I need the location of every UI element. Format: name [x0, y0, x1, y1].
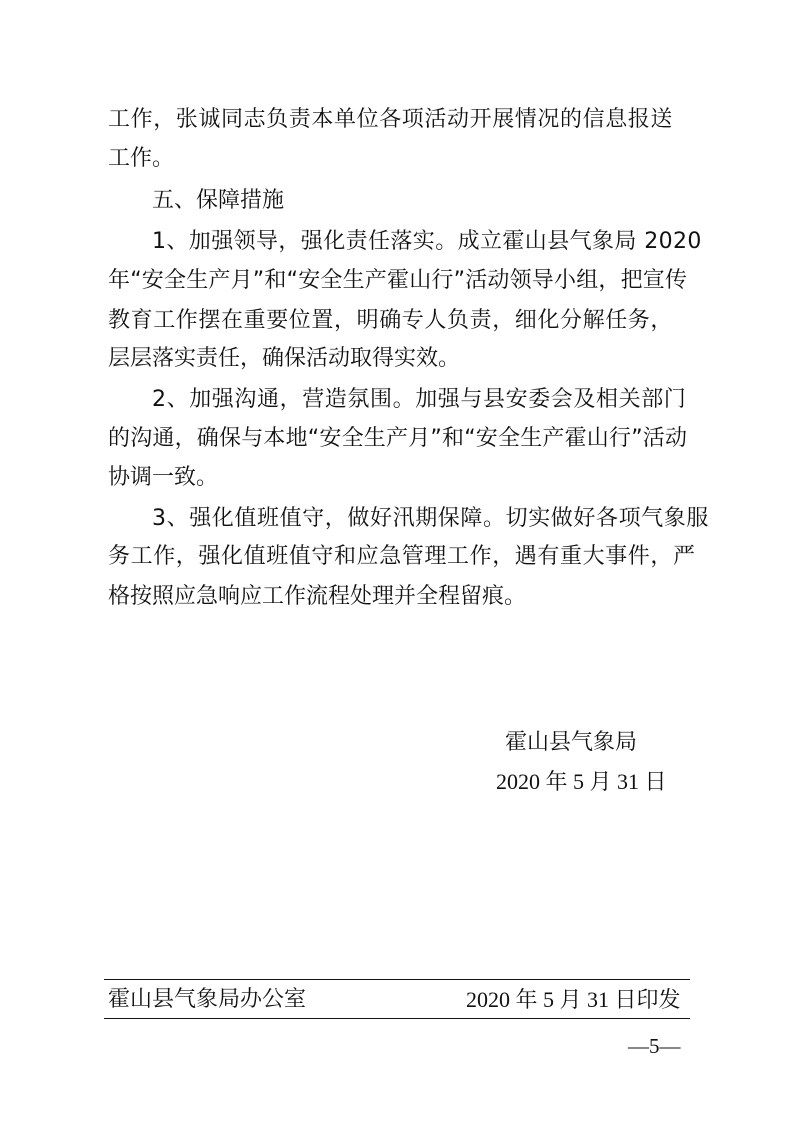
- page-number: —5—: [628, 1034, 681, 1058]
- signature-organization: 霍山县气象局: [505, 730, 638, 755]
- body-line-9: 的沟通，确保与本地“安全生产月”和“安全生产霍山行”活动: [108, 426, 688, 451]
- body-line-6: 教育工作摆在重要位置，明确专人负责，细化分解任务，: [108, 308, 674, 333]
- footer-issuer: 霍山县气象局办公室: [108, 987, 307, 1012]
- body-line-12: 务工作，强化值班值守和应急管理工作，遇有重大事件，严: [108, 544, 696, 569]
- footer-issue-date: 2020 年 5 月 31 日印发: [466, 987, 681, 1012]
- footer-bottom-rule: [104, 1018, 690, 1019]
- body-line-11: 3、强化值班值守，做好汛期保障。切实做好各项气象服: [152, 506, 709, 531]
- body-line-8: 2、加强沟通，营造氛围。加强与县安委会及相关部门: [152, 387, 687, 412]
- body-line-7: 层层落实责任，确保活动取得实效。: [108, 346, 461, 371]
- body-line-1: 工作，张诚同志负责本单位各项活动开展情况的信息报送: [108, 107, 674, 132]
- footer-top-rule: [104, 979, 690, 980]
- section-heading-safeguards: 五、保障措施: [152, 188, 285, 213]
- body-line-4: 1、加强领导，强化责任落实。成立霍山县气象局 2020: [152, 229, 702, 254]
- body-line-10: 协调一致。: [108, 465, 219, 490]
- signature-date: 2020 年 5 月 31 日: [496, 769, 667, 794]
- body-line-5: 年“安全生产月”和“安全生产霍山行”活动领导小组，把宣传: [108, 268, 688, 293]
- body-line-13: 格按照应急响应工作流程处理并全程留痕。: [108, 584, 527, 609]
- body-line-2: 工作。: [108, 146, 175, 171]
